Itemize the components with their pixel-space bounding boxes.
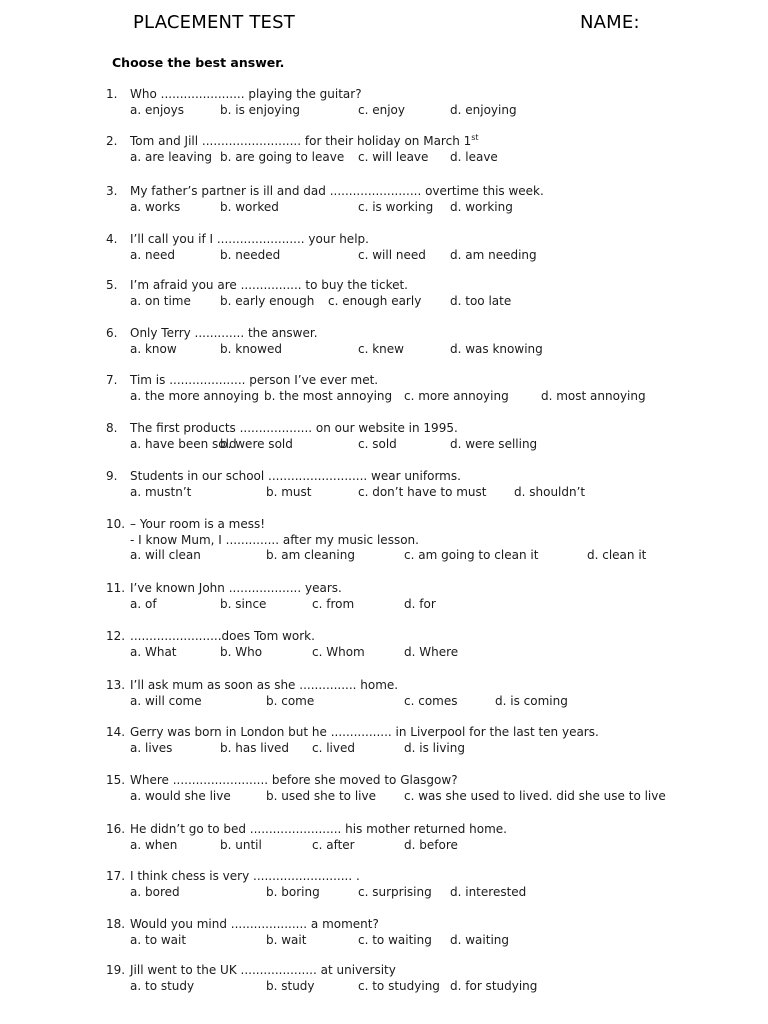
answer-option-d[interactable]: d. for studying (450, 979, 538, 993)
question-number: 1. (106, 87, 118, 101)
answer-option-c[interactable]: c. to studying (358, 979, 440, 993)
question-number: 2. (106, 134, 118, 148)
question-text-main: Gerry was born in London but he ................ in Liverpool for the last ten years. (130, 725, 599, 739)
question-text (130, 724, 599, 740)
answer-option-a[interactable]: a. when (130, 838, 178, 852)
question-text-main: Where ......................... before she moved to Glasgow? (130, 773, 458, 787)
question-number: 3. (106, 184, 118, 198)
question-text (130, 868, 360, 884)
question-16 (106, 821, 746, 861)
question-9 (106, 468, 746, 508)
answer-option-b[interactable]: b. wait (266, 933, 307, 947)
question-number: 15. (106, 773, 126, 787)
answer-option-c[interactable]: c. enjoy (358, 103, 405, 117)
question-3 (106, 183, 746, 223)
answer-option-a[interactable]: a. What (130, 645, 177, 659)
question-text (130, 86, 362, 102)
question-text (130, 580, 342, 596)
question-text-main: He didn’t go to bed ........................ his mother returned home. (130, 822, 507, 836)
question-text-main: I think chess is very .......................... . (130, 869, 360, 883)
question-text-main: I’ve known John ................... years. (130, 581, 342, 595)
answer-option-c[interactable]: c. comes (404, 694, 458, 708)
question-text (130, 372, 378, 388)
answer-option-a[interactable]: a. to wait (130, 933, 187, 947)
question-text (130, 821, 507, 837)
answer-option-c[interactable]: c. knew (358, 342, 404, 356)
question-19 (106, 962, 746, 1002)
answer-option-c[interactable]: c. more annoying (404, 389, 509, 403)
question-11 (106, 580, 746, 620)
answer-option-b[interactable]: b. am cleaning (266, 548, 355, 562)
question-text-main: Jill went to the UK .................... at university (130, 963, 396, 977)
question-text (130, 962, 396, 978)
answer-option-c[interactable]: c. surprising (358, 885, 432, 899)
answer-option-d[interactable]: d. were selling (450, 437, 538, 451)
answer-option-a[interactable]: a. the more annoying (130, 389, 259, 403)
answer-option-d[interactable]: d. enjoying (450, 103, 517, 117)
question-12 (106, 628, 746, 668)
answer-option-b[interactable]: b. since (220, 597, 267, 611)
page-title: PLACEMENT TEST (133, 12, 295, 33)
question-number: 11. (106, 581, 126, 595)
question-number: 4. (106, 232, 118, 246)
question-number: 8. (106, 421, 118, 435)
answer-option-c[interactable]: c. to waiting (358, 933, 432, 947)
question-17 (106, 868, 746, 908)
answer-option-c[interactable]: c. am going to clean it (404, 548, 539, 562)
answer-option-b[interactable]: b. used she to live (266, 789, 376, 803)
answer-option-b[interactable]: b. until (220, 838, 262, 852)
question-text-main: ........................does Tom work. (130, 629, 315, 643)
answer-option-d[interactable]: d. waiting (450, 933, 510, 947)
question-6 (106, 325, 746, 365)
answer-option-a[interactable]: a. bored (130, 885, 180, 899)
answer-option-a[interactable]: a. to study (130, 979, 195, 993)
question-text-line2: - I know Mum, I .............. after my music lesson. (130, 533, 419, 547)
answer-option-a[interactable]: a. would she live (130, 789, 231, 803)
question-15 (106, 772, 746, 812)
answer-option-b[interactable]: b. come (266, 694, 315, 708)
answer-option-c[interactable]: c. sold (358, 437, 397, 451)
answer-option-d[interactable]: d. most annoying (541, 389, 646, 403)
question-text (130, 468, 461, 484)
question-text-main: Who ...................... playing the guitar? (130, 87, 362, 101)
question-text (130, 420, 458, 436)
question-2 (106, 133, 746, 173)
question-number: 13. (106, 678, 126, 692)
question-text (130, 325, 318, 341)
question-number: 17. (106, 869, 126, 883)
answer-option-d[interactable]: d. interested (450, 885, 527, 899)
question-text-main: Students in our school .......................... wear uniforms. (130, 469, 461, 483)
question-text-main: Would you mind .................... a moment? (130, 917, 379, 931)
question-7 (106, 372, 746, 412)
answer-option-a[interactable]: a. know (130, 342, 177, 356)
answer-option-b[interactable]: b. the most annoying (264, 389, 393, 403)
answer-option-d[interactable]: d. leave (450, 150, 498, 164)
question-4 (106, 231, 746, 271)
answer-option-d[interactable]: d. is living (404, 741, 465, 755)
answer-option-c[interactable]: c. was she used to live (404, 789, 541, 803)
answer-option-d[interactable]: d. before (404, 838, 458, 852)
answer-option-b[interactable]: b. worked (220, 200, 279, 214)
question-text (130, 916, 379, 932)
answer-option-c[interactable]: c. will need (358, 248, 426, 262)
question-number: 7. (106, 373, 118, 387)
answer-option-a[interactable]: a. enjoys (130, 103, 184, 117)
answer-option-c[interactable]: c. enough early (328, 294, 422, 308)
question-number: 16. (106, 822, 126, 836)
question-18 (106, 916, 746, 956)
answer-option-a[interactable]: a. lives (130, 741, 173, 755)
answer-option-d[interactable]: d. am needing (450, 248, 537, 262)
question-text-main: Tim is .................... person I’ve ever met. (130, 373, 379, 387)
answer-option-d[interactable]: d. shouldn’t (514, 485, 586, 499)
question-text-main: My father’s partner is ill and dad ........................ overtime this week. (130, 184, 544, 198)
answer-option-c[interactable]: c. Whom (312, 645, 365, 659)
answer-option-a[interactable]: a. have been sold (130, 437, 237, 451)
answer-option-d[interactable]: d. Where (404, 645, 459, 659)
answer-option-d[interactable]: d. clean it (587, 548, 647, 562)
question-text (130, 277, 408, 293)
question-text (130, 772, 458, 788)
answer-option-a[interactable]: a. will clean (130, 548, 201, 562)
question-10 (106, 516, 746, 568)
question-text-main: Only Terry ............. the answer. (130, 326, 318, 340)
answer-option-b[interactable]: b. knowed (220, 342, 282, 356)
answer-option-d[interactable]: d. too late (450, 294, 512, 308)
question-text (130, 628, 315, 644)
answer-option-d[interactable]: d. was knowing (450, 342, 543, 356)
question-1 (106, 86, 746, 126)
answer-option-a[interactable]: a. mustn’t (130, 485, 192, 499)
answer-option-b[interactable]: b. needed (220, 248, 281, 262)
answer-option-a[interactable]: a. of (130, 597, 157, 611)
question-8 (106, 420, 746, 460)
question-text-main: I’ll ask mum as soon as she ............... home. (130, 678, 399, 692)
answer-option-b[interactable]: b. must (266, 485, 312, 499)
question-text (130, 183, 544, 199)
question-text (130, 677, 398, 693)
question-text (130, 133, 479, 149)
answer-option-a[interactable]: a. will come (130, 694, 202, 708)
question-text (130, 516, 265, 532)
name-label: NAME: (580, 12, 640, 33)
answer-option-d[interactable]: d. for (404, 597, 436, 611)
question-text-main: Tom and Jill .......................... for their holiday on March 1 (130, 134, 472, 148)
answer-option-d[interactable]: d. is coming (495, 694, 568, 708)
answer-option-c[interactable]: c. lived (312, 741, 355, 755)
question-number: 19. (106, 963, 126, 977)
question-number: 5. (106, 278, 118, 292)
answer-option-b[interactable]: b. are going to leave (220, 150, 345, 164)
question-13 (106, 677, 746, 717)
question-text-main: I’m afraid you are ................ to buy the ticket. (130, 278, 408, 292)
question-number: 14. (106, 725, 126, 739)
answer-option-c[interactable]: c. is working (358, 200, 434, 214)
answer-option-b[interactable]: b. study (266, 979, 315, 993)
question-number: 9. (106, 469, 118, 483)
question-text-main: – Your room is a mess! (130, 517, 266, 531)
answer-option-b[interactable]: b. Who (220, 645, 263, 659)
question-number: 18. (106, 917, 126, 931)
answer-option-c[interactable]: c. will leave (358, 150, 429, 164)
instruction-text: Choose the best answer. (112, 55, 285, 70)
answer-option-b[interactable]: b. boring (266, 885, 320, 899)
answer-option-a[interactable]: a. are leaving (130, 150, 212, 164)
question-number: 12. (106, 629, 126, 643)
answer-option-b[interactable]: b. were sold (220, 437, 293, 451)
answer-option-a[interactable]: a. on time (130, 294, 191, 308)
question-text (130, 231, 369, 247)
answer-option-b[interactable]: b. has lived (220, 741, 290, 755)
question-text-main: The first products ................... on our website in 1995. (130, 421, 458, 435)
answer-option-c[interactable]: c. don’t have to must (358, 485, 487, 499)
question-number: 10. (106, 517, 126, 531)
answer-option-d[interactable]: d. working (450, 200, 513, 214)
question-text-main: I’ll call you if I ....................... your help. (130, 232, 369, 246)
question-number: 6. (106, 326, 118, 340)
answer-option-a[interactable]: a. works (130, 200, 181, 214)
question-5 (106, 277, 746, 317)
answer-option-b[interactable]: b. early enough (220, 294, 315, 308)
answer-option-c[interactable]: c. after (312, 838, 355, 852)
question-14 (106, 724, 746, 764)
answer-option-d[interactable]: d. did she use to live (541, 789, 666, 803)
question-text-superscript: st (471, 133, 479, 142)
answer-option-a[interactable]: a. need (130, 248, 175, 262)
answer-option-c[interactable]: c. from (312, 597, 355, 611)
answer-option-b[interactable]: b. is enjoying (220, 103, 300, 117)
